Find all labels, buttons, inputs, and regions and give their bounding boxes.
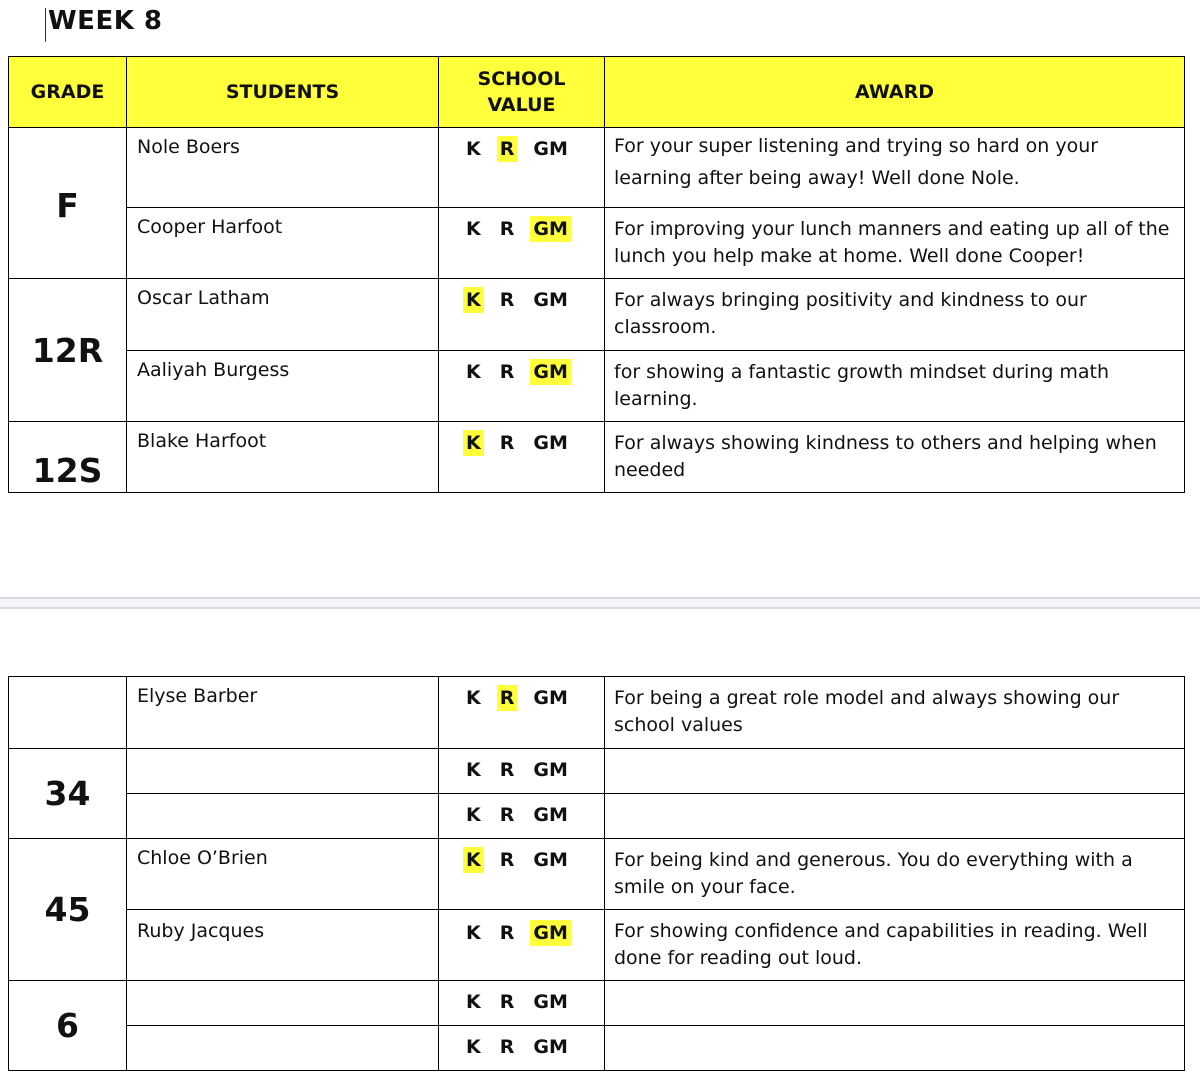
table-row <box>9 794 1185 839</box>
header-grade: GRADE <box>9 57 127 128</box>
school-value-cell <box>439 208 605 279</box>
value-gm[interactable]: GM <box>533 759 568 781</box>
value-gm[interactable]: GM <box>533 432 568 454</box>
school-value-cell <box>439 839 605 910</box>
school-value-cell <box>439 351 605 422</box>
header-award: AWARD <box>605 57 1185 128</box>
school-value-cell <box>439 794 605 839</box>
value-k-highlighted[interactable]: K <box>463 287 484 313</box>
award-text[interactable]: for showing a fantastic growth mindset during math learning. <box>605 351 1185 422</box>
value-gm-highlighted[interactable]: GM <box>530 359 571 385</box>
awards-table-continued <box>8 676 1185 1071</box>
header-school-value-line1: SCHOOL <box>477 68 566 90</box>
value-r[interactable]: R <box>499 218 515 240</box>
school-value-options <box>439 802 604 828</box>
grade-cell <box>9 677 127 749</box>
award-text[interactable] <box>605 1026 1185 1071</box>
text-cursor <box>45 8 46 42</box>
value-r[interactable]: R <box>499 922 515 944</box>
student-name[interactable]: Elyse Barber <box>127 677 439 749</box>
value-gm[interactable]: GM <box>533 1036 568 1058</box>
value-r[interactable]: R <box>499 759 515 781</box>
school-value-cell <box>439 981 605 1026</box>
value-k[interactable]: K <box>466 218 481 240</box>
value-k-highlighted[interactable]: K <box>463 430 484 456</box>
value-gm[interactable]: GM <box>533 138 568 160</box>
value-r-highlighted[interactable]: R <box>497 685 518 711</box>
value-r[interactable]: R <box>499 1036 515 1058</box>
value-r[interactable]: R <box>499 804 515 826</box>
award-text[interactable]: For being kind and generous. You do everything with a smile on your face. <box>605 839 1185 910</box>
value-gm[interactable]: GM <box>533 289 568 311</box>
value-gm-highlighted[interactable]: GM <box>530 920 571 946</box>
table-row <box>9 839 1185 910</box>
table-row <box>9 981 1185 1026</box>
value-k[interactable]: K <box>466 804 481 826</box>
school-value-options <box>439 287 604 313</box>
school-value-cell <box>439 279 605 351</box>
value-r-highlighted[interactable]: R <box>497 136 518 162</box>
student-name[interactable]: Blake Harfoot <box>127 422 439 493</box>
school-value-cell <box>439 128 605 208</box>
award-text[interactable] <box>605 794 1185 839</box>
student-name[interactable]: Aaliyah Burgess <box>127 351 439 422</box>
table-row <box>9 422 1185 493</box>
page-title: WEEK 8 <box>48 6 163 36</box>
page-break <box>0 597 1200 609</box>
school-value-options <box>439 430 604 456</box>
value-r[interactable]: R <box>499 361 515 383</box>
header-students: STUDENTS <box>127 57 439 128</box>
value-gm[interactable]: GM <box>533 849 568 871</box>
award-text[interactable]: For your super listening and trying so hard on your learning after being away! Well done Nole. <box>605 128 1185 208</box>
value-k-highlighted[interactable]: K <box>463 847 484 873</box>
grade-cell: 12R <box>9 279 127 422</box>
table-row <box>9 910 1185 981</box>
header-school-value <box>439 57 605 128</box>
student-name[interactable]: Chloe O’Brien <box>127 839 439 910</box>
school-value-cell <box>439 749 605 794</box>
value-k[interactable]: K <box>466 687 481 709</box>
student-name[interactable]: Ruby Jacques <box>127 910 439 981</box>
school-value-options <box>439 359 604 385</box>
award-text[interactable]: For showing confidence and capabilities in reading. Well done for reading out loud. <box>605 910 1185 981</box>
school-value-options <box>439 136 604 162</box>
table-row <box>9 128 1185 208</box>
value-k[interactable]: K <box>466 759 481 781</box>
award-text[interactable] <box>605 749 1185 794</box>
student-name[interactable]: Oscar Latham <box>127 279 439 351</box>
value-k[interactable]: K <box>466 1036 481 1058</box>
value-k[interactable]: K <box>466 138 481 160</box>
value-k[interactable]: K <box>466 991 481 1013</box>
grade-cell: 12S <box>9 422 127 493</box>
awards-table-week8 <box>8 56 1185 493</box>
grade-cell: F <box>9 128 127 279</box>
table-row <box>9 749 1185 794</box>
award-text[interactable]: For improving your lunch manners and eating up all of the lunch you help make at home. Well done Cooper! <box>605 208 1185 279</box>
student-name[interactable]: Nole Boers <box>127 128 439 208</box>
table-row <box>9 208 1185 279</box>
table-row <box>9 1026 1185 1071</box>
school-value-cell <box>439 910 605 981</box>
value-r[interactable]: R <box>499 991 515 1013</box>
student-name[interactable] <box>127 749 439 794</box>
table-row <box>9 677 1185 749</box>
school-value-cell <box>439 1026 605 1071</box>
value-k[interactable]: K <box>466 922 481 944</box>
table-row <box>9 279 1185 351</box>
award-text[interactable]: For always showing kindness to others and helping when needed <box>605 422 1185 493</box>
grade-cell: 6 <box>9 981 127 1071</box>
school-value-options <box>439 757 604 783</box>
header-row <box>9 57 1185 128</box>
value-r[interactable]: R <box>499 849 515 871</box>
header-school-value-line2: VALUE <box>487 94 556 116</box>
award-text[interactable]: For always bringing positivity and kindness to our classroom. <box>605 279 1185 351</box>
student-name[interactable] <box>127 1026 439 1071</box>
table-row <box>9 351 1185 422</box>
school-value-options <box>439 1034 604 1060</box>
school-value-cell <box>439 677 605 749</box>
grade-cell: 34 <box>9 749 127 839</box>
value-gm[interactable]: GM <box>533 991 568 1013</box>
student-name[interactable] <box>127 981 439 1026</box>
school-value-options <box>439 989 604 1015</box>
value-r[interactable]: R <box>499 432 515 454</box>
grade-cell: 45 <box>9 839 127 981</box>
award-text[interactable]: For being a great role model and always showing our school values <box>605 677 1185 749</box>
student-name[interactable]: Cooper Harfoot <box>127 208 439 279</box>
value-k[interactable]: K <box>466 361 481 383</box>
value-r[interactable]: R <box>499 289 515 311</box>
student-name[interactable] <box>127 794 439 839</box>
value-gm[interactable]: GM <box>533 687 568 709</box>
school-value-options <box>439 685 604 711</box>
school-value-options <box>439 847 604 873</box>
school-value-cell <box>439 422 605 493</box>
value-gm[interactable]: GM <box>533 804 568 826</box>
award-text[interactable] <box>605 981 1185 1026</box>
school-value-options <box>439 920 604 946</box>
value-gm-highlighted[interactable]: GM <box>530 216 571 242</box>
school-value-options <box>439 216 604 242</box>
